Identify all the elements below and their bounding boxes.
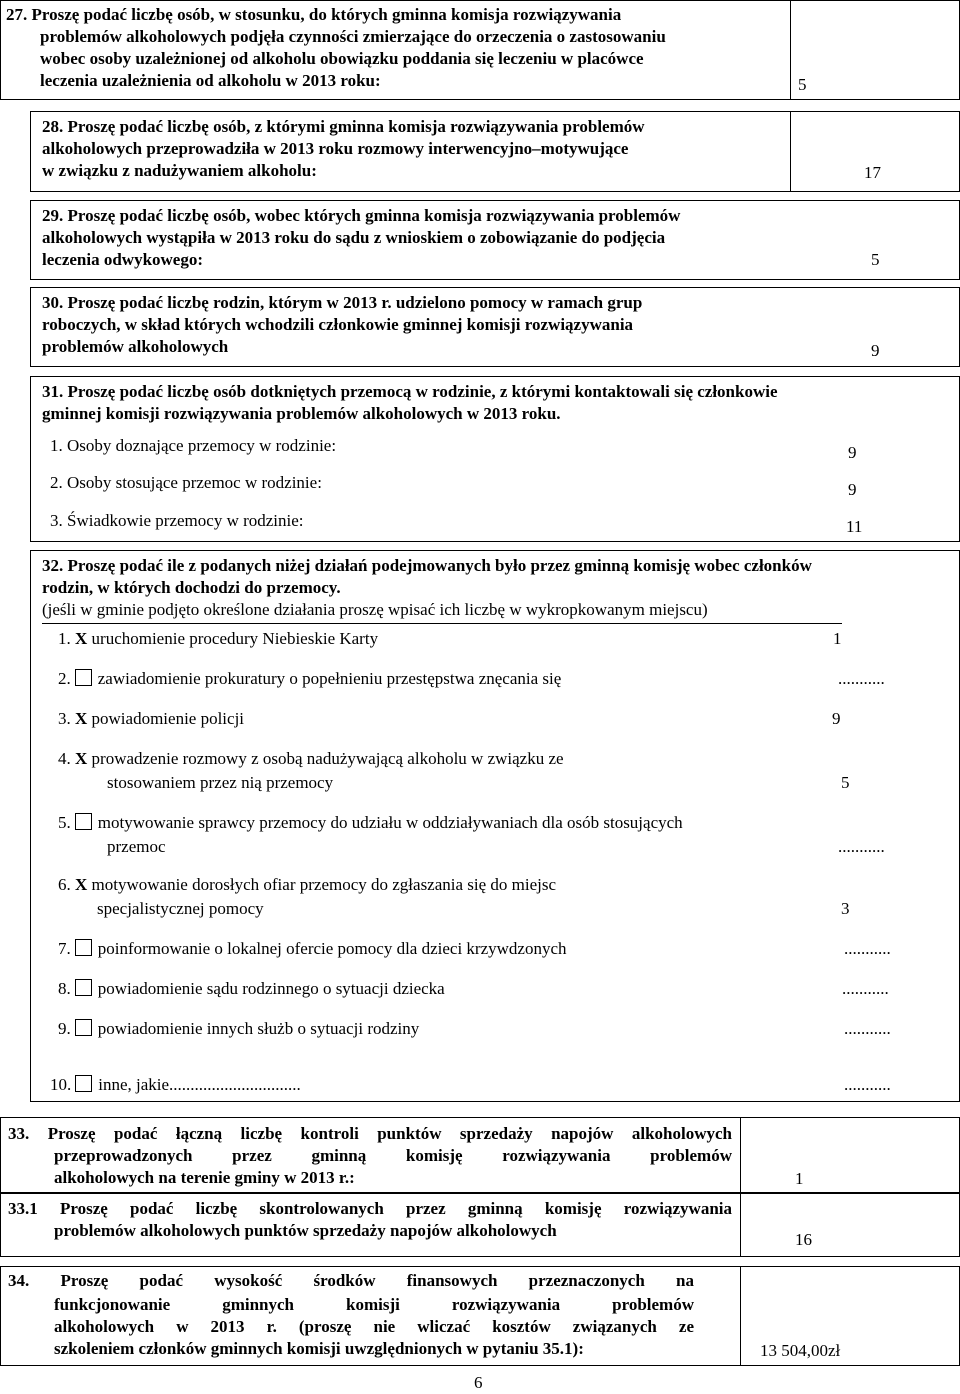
q32-item-6-value[interactable]: 3 bbox=[841, 899, 850, 918]
q29-line: leczenia odwykowego: bbox=[42, 250, 204, 269]
q31-item-value[interactable]: 9 bbox=[848, 443, 857, 462]
q31-item bbox=[50, 472, 322, 494]
q331-question-cont bbox=[54, 1220, 732, 1242]
q32-divider-line bbox=[42, 623, 842, 624]
q30-question bbox=[42, 292, 842, 358]
q34-line: szkoleniem członków gminnych komisji uwzględnionych w pytaniu 35.1): bbox=[54, 1339, 584, 1358]
q27-question bbox=[6, 4, 786, 92]
q33-question bbox=[8, 1123, 732, 1145]
q32-item-7 bbox=[58, 938, 567, 960]
q27-line: wobec osoby uzależnionej od alkoholu obowiązku poddania się leczeniu w placówce bbox=[40, 49, 644, 68]
q32-item-8 bbox=[58, 978, 445, 1000]
q34-answer[interactable]: 13 504,00zł bbox=[760, 1341, 841, 1360]
q32-item-text: inne, jakie............................... bbox=[98, 1075, 301, 1094]
q32-item-8-value[interactable]: ........... bbox=[842, 979, 889, 998]
q31-item bbox=[50, 435, 336, 457]
q34-question bbox=[8, 1270, 694, 1292]
q32-item-text: powiadomienie innych służb o sytuacji rodziny bbox=[97, 1019, 420, 1038]
q32-item-text: zawiadomienie prokuratury o popełnieniu przestępstwa znęcania się bbox=[97, 669, 562, 688]
q31-line: 31. Proszę podać liczbę osób dotkniętych przemocą w rodzinie, z którymi kontaktowali się członkowie bbox=[42, 382, 778, 401]
q33-answer[interactable]: 1 bbox=[795, 1169, 804, 1188]
q34-line: funkcjonowanie gminnych komisji rozwiązywania problemów bbox=[54, 1295, 694, 1314]
q331-divider bbox=[740, 1193, 741, 1257]
q32-item-text: uruchomienie procedury Niebieskie Karty bbox=[91, 629, 379, 648]
q31-item-label: 3. Świadkowie przemocy w rodzinie: bbox=[50, 511, 304, 530]
q32-item-num: 1. bbox=[58, 629, 71, 648]
q32-item-5 bbox=[58, 812, 683, 834]
q32-item-4-cont: stosowaniem przez nią przemocy bbox=[107, 773, 334, 792]
q29-line: alkoholowych wystąpiła w 2013 roku do sądu z wnioskiem o zobowiązanie do podjęcia bbox=[42, 228, 666, 247]
q32-item-3-value[interactable]: 9 bbox=[832, 709, 841, 728]
q27-line: 27. Proszę podać liczbę osób, w stosunku, do których gminna komisja rozwiązywania bbox=[6, 5, 622, 24]
q32-item-7-value[interactable]: ........... bbox=[844, 939, 891, 958]
q28-question bbox=[42, 116, 802, 182]
q32-item-num: 7. bbox=[58, 939, 71, 958]
q32-item-1 bbox=[58, 628, 378, 650]
q32-item-mark[interactable]: X bbox=[75, 709, 88, 728]
q32-item-4-value[interactable]: 5 bbox=[841, 773, 850, 792]
checkbox-icon[interactable] bbox=[75, 813, 92, 830]
q331-question bbox=[8, 1198, 732, 1220]
q32-note: (jeśli w gminie podjęto określone działania proszę wpisać ich liczbę w wykropkowanym miejscu) bbox=[42, 600, 708, 619]
q32-item-text: motywowanie dorosłych ofiar przemocy do zgłaszania się do miejsc bbox=[91, 875, 557, 894]
q32-line: rodzin, w których dochodzi do przemocy. bbox=[42, 578, 341, 597]
q331-line: problemów alkoholowych punktów sprzedaży napojów alkoholowych bbox=[54, 1221, 557, 1240]
q32-item-mark[interactable]: X bbox=[75, 875, 88, 894]
q27-answer[interactable]: 5 bbox=[798, 75, 807, 94]
q32-item-6-cont: specjalistycznej pomocy bbox=[97, 899, 264, 918]
q32-item-1-value[interactable]: 1 bbox=[833, 629, 842, 648]
q33-question-cont bbox=[54, 1145, 732, 1189]
q30-line: roboczych, w skład których wchodzili członkowie gminnej komisji rozwiązywania bbox=[42, 315, 634, 334]
q34-line: 34. Proszę podać wysokość środków finansowych przeznaczonych na bbox=[8, 1271, 694, 1290]
q34-line: alkoholowych w 2013 r. (proszę nie wliczać kosztów związanych ze bbox=[54, 1317, 694, 1336]
q32-item-2 bbox=[58, 668, 561, 690]
q32-item-num: 6. bbox=[58, 875, 71, 894]
q30-line: problemów alkoholowych bbox=[42, 337, 229, 356]
q32-item-5-cont: przemoc bbox=[107, 837, 166, 856]
q27-divider bbox=[790, 0, 791, 100]
q32-item-3 bbox=[58, 708, 244, 730]
q32-item-2-value[interactable]: ........... bbox=[838, 669, 885, 688]
q32-item-text: motywowanie sprawcy przemocy do udziału w oddziaływaniach dla osób stosujących bbox=[97, 813, 683, 832]
q29-answer[interactable]: 5 bbox=[871, 250, 880, 269]
q31-item-value[interactable]: 9 bbox=[848, 480, 857, 499]
q32-item-mark[interactable]: X bbox=[75, 749, 88, 768]
q31-item-label: 1. Osoby doznające przemocy w rodzinie: bbox=[50, 436, 337, 455]
q32-item-num: 8. bbox=[58, 979, 71, 998]
q31-item bbox=[50, 510, 304, 532]
q31-item-label: 2. Osoby stosujące przemoc w rodzinie: bbox=[50, 473, 322, 492]
q32-question bbox=[42, 555, 942, 599]
checkbox-icon[interactable] bbox=[75, 939, 92, 956]
q29-question bbox=[42, 205, 842, 271]
q27-line: problemów alkoholowych podjęła czynności zmierzające do orzeczenia o zastosowaniu bbox=[40, 27, 666, 46]
q33-line: przeprowadzonych przez gminną komisję rozwiązywania problemów bbox=[54, 1146, 732, 1165]
q33-line: 33. Proszę podać łączną liczbę kontroli punktów sprzedaży napojów alkoholowych bbox=[8, 1124, 732, 1143]
q32-item-text: powiadomienie policji bbox=[91, 709, 245, 728]
q32-item-text: poinformowanie o lokalnej ofercie pomocy dla dzieci krzywdzonych bbox=[97, 939, 567, 958]
q32-item-num: 10. bbox=[50, 1075, 72, 1094]
q32-item-9-value[interactable]: ........... bbox=[844, 1019, 891, 1038]
q32-item-10 bbox=[50, 1074, 301, 1096]
q33-divider bbox=[740, 1117, 741, 1193]
q31-question bbox=[42, 381, 942, 425]
q32-item-num: 3. bbox=[58, 709, 71, 728]
q32-item-9 bbox=[58, 1018, 419, 1040]
q32-item-num: 5. bbox=[58, 813, 71, 832]
checkbox-icon[interactable] bbox=[75, 1019, 92, 1036]
q32-item-6 bbox=[58, 874, 556, 896]
q31-item-value[interactable]: 11 bbox=[846, 517, 863, 536]
q331-answer[interactable]: 16 bbox=[795, 1230, 812, 1249]
q32-item-text: powiadomienie sądu rodzinnego o sytuacji dziecka bbox=[97, 979, 445, 998]
checkbox-icon[interactable] bbox=[75, 669, 92, 686]
q28-line: 28. Proszę podać liczbę osób, z którymi gminna komisja rozwiązywania problemów bbox=[42, 117, 645, 136]
checkbox-icon[interactable] bbox=[75, 1075, 92, 1092]
q28-line: alkoholowych przeprowadziła w 2013 roku rozmowy interwencyjno–motywujące bbox=[42, 139, 629, 158]
q32-line: 32. Proszę podać ile z podanych niżej działań podejmowanych było przez gminną komisję wobec członków bbox=[42, 556, 812, 575]
q31-line: gminnej komisji rozwiązywania problemów alkoholowych w 2013 roku. bbox=[42, 404, 561, 423]
q32-item-num: 9. bbox=[58, 1019, 71, 1038]
q30-answer[interactable]: 9 bbox=[871, 341, 880, 360]
q32-item-10-value[interactable]: ........... bbox=[844, 1075, 891, 1094]
q28-line: w związku z nadużywaniem alkoholu: bbox=[42, 161, 317, 180]
checkbox-icon[interactable] bbox=[75, 979, 92, 996]
q32-item-mark[interactable]: X bbox=[75, 629, 88, 648]
q27-line: leczenia uzależnienia od alkoholu w 2013 roku: bbox=[40, 71, 381, 90]
q29-line: 29. Proszę podać liczbę osób, wobec których gminna komisja rozwiązywania problemów bbox=[42, 206, 681, 225]
q32-item-5-value[interactable]: ........... bbox=[838, 837, 885, 856]
q30-line: 30. Proszę podać liczbę rodzin, którym w 2013 r. udzielono pomocy w ramach grup bbox=[42, 293, 643, 312]
q34-question-cont bbox=[54, 1294, 694, 1360]
q32-item-4 bbox=[58, 748, 564, 770]
q32-item-num: 2. bbox=[58, 669, 71, 688]
q28-answer[interactable]: 17 bbox=[864, 163, 881, 182]
q33-line: alkoholowych na terenie gminy w 2013 r.: bbox=[54, 1168, 355, 1187]
q32-item-text: prowadzenie rozmowy z osobą nadużywającą alkoholu w związku ze bbox=[91, 749, 564, 768]
q32-item-num: 4. bbox=[58, 749, 71, 768]
page-number: 6 bbox=[474, 1373, 483, 1392]
q331-line: 33.1 Proszę podać liczbę skontrolowanych przez gminną komisję rozwiązywania bbox=[8, 1199, 732, 1218]
q34-divider bbox=[740, 1266, 741, 1366]
